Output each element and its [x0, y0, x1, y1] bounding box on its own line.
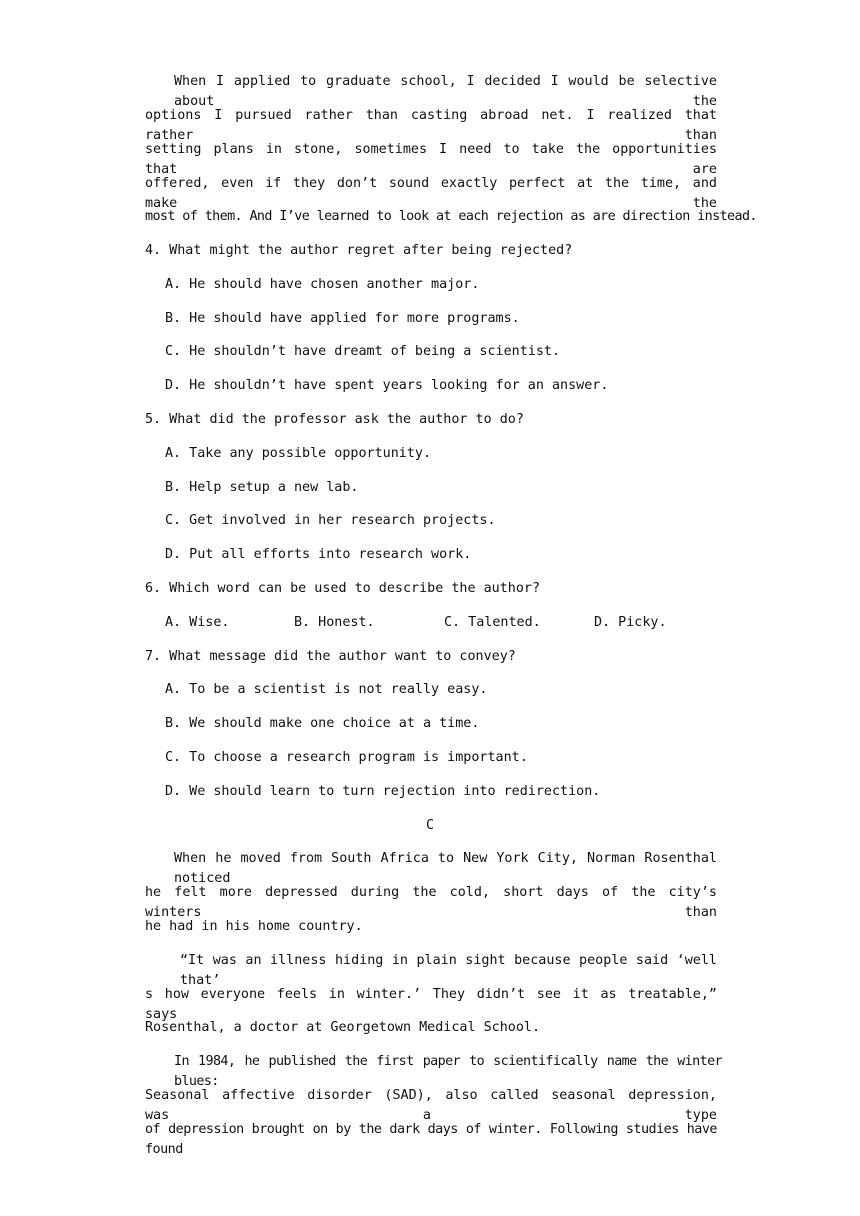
answer-option: A. To be a scientist is not really easy. [165, 682, 488, 697]
question-stem: 7. What message did the author want to convey? [145, 649, 516, 664]
paragraph-line: When he moved from South Africa to New York City, Norman Rosenthal noticed [174, 851, 717, 886]
answer-option: D. Put all efforts into research work. [165, 547, 472, 562]
paragraph-line: he had in his home country. [145, 919, 363, 934]
paragraph-line: Rosenthal, a doctor at Georgetown Medical School. [145, 1020, 541, 1035]
answer-option: A. Wise. [165, 615, 230, 630]
paragraph-line: When I applied to graduate school, I decided I would be selective about the [174, 74, 717, 109]
paragraph-line: “It was an illness hiding in plain sight because people said ‘well that’ [180, 953, 717, 988]
answer-option: B. Help setup a new lab. [165, 480, 359, 495]
answer-option: B. Honest. [294, 615, 375, 630]
question-stem: 4. What might the author regret after being rejected? [145, 243, 573, 258]
answer-option: D. We should learn to turn rejection into redirection. [165, 784, 601, 799]
answer-option: D. Picky. [594, 615, 667, 630]
paragraph-line: offered, even if they don’t sound exactly perfect at the time, and make the [145, 176, 717, 211]
answer-option: B. We should make one choice at a time. [165, 716, 480, 731]
paragraph-line: Seasonal affective disorder (SAD), also called seasonal depression, was a type [145, 1088, 717, 1123]
answer-option: C. He shouldn’t have dreamt of being a scientist. [165, 344, 561, 359]
question-stem: 6. Which word can be used to describe the author? [145, 581, 541, 596]
answer-option: A. He should have chosen another major. [165, 277, 480, 292]
answer-option: A. Take any possible opportunity. [165, 446, 432, 461]
paragraph-line: of depression brought on by the dark days of winter. Following studies have found [145, 1122, 717, 1157]
answer-option: D. He shouldn’t have spent years looking for an answer. [165, 378, 609, 393]
paragraph-line: setting plans in stone, sometimes I need to take the opportunities that are [145, 142, 717, 177]
paragraph-line: s how everyone feels in winter.’ They didn’t see it as treatable,” says [145, 987, 717, 1022]
paragraph-line: In 1984, he published the first paper to scientifically name the winter blues: [174, 1054, 722, 1089]
answer-options-row [165, 613, 685, 633]
paragraph-line: options I pursued rather than casting abroad net. I realized that rather than [145, 108, 717, 143]
section-heading: C [425, 818, 435, 833]
question-stem: 5. What did the professor ask the author to do? [145, 412, 524, 427]
paragraph-line: he felt more depressed during the cold, short days of the city’s winters than [145, 885, 717, 920]
answer-option: B. He should have applied for more programs. [165, 311, 520, 326]
paragraph-line: most of them. And I’ve learned to look at each rejection as are direction instead. [145, 209, 757, 224]
answer-option: C. Talented. [444, 615, 541, 630]
answer-option: C. To choose a research program is important. [165, 750, 528, 765]
answer-option: C. Get involved in her research projects. [165, 513, 496, 528]
